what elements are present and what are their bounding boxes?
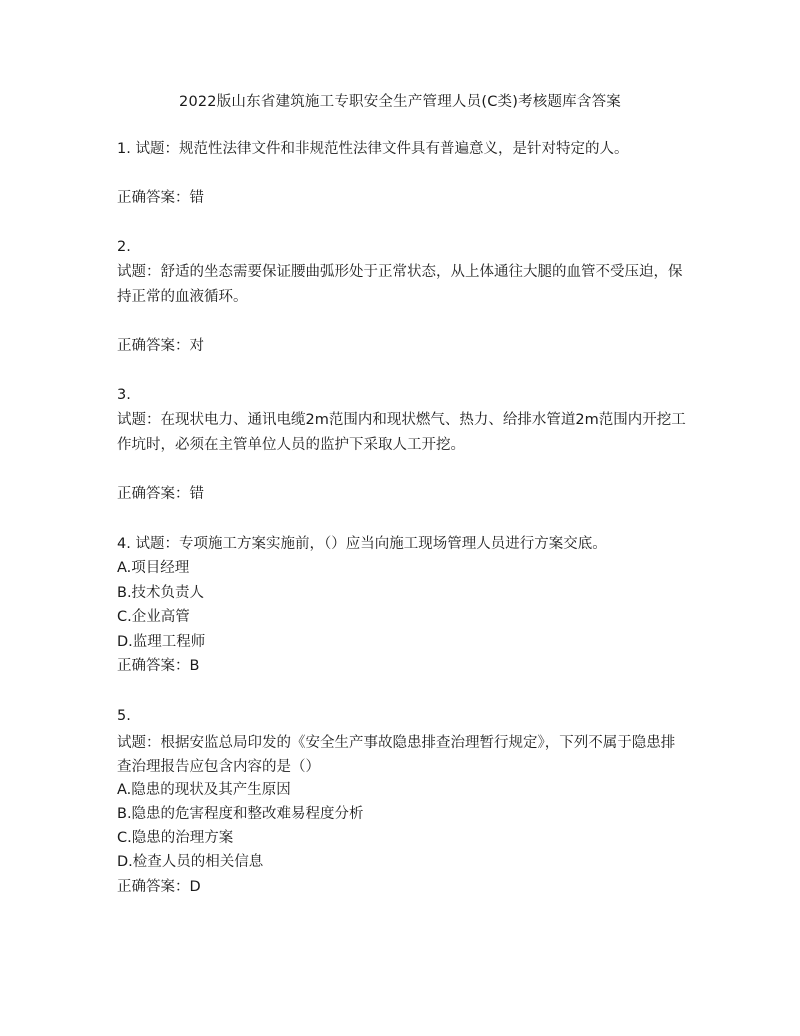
question-2-text-line1: 试题：舒适的坐态需要保证腰曲弧形处于正常状态，从上体通往大腿的血管不受压迫，保 [117, 264, 683, 280]
question-5-option-b: B.隐患的危害程度和整改难易程度分析 [117, 806, 364, 822]
question-4-text: 4. 试题：专项施工方案实施前，（）应当向施工现场管理人员进行方案交底。 [117, 536, 607, 552]
question-2-answer: 正确答案：对 [117, 338, 204, 354]
question-3-number: 3. [117, 387, 131, 403]
question-4-option-d: D.监理工程师 [117, 634, 206, 650]
question-1-answer: 正确答案：错 [117, 190, 204, 206]
question-5-option-d: D.检查人员的相关信息 [117, 854, 264, 870]
question-4-option-c: C.企业高管 [117, 609, 190, 625]
document-title: 2022版山东省建筑施工专职安全生产管理人员(C类)考核题库含答案 [179, 94, 621, 110]
question-2-number: 2. [117, 239, 131, 255]
question-5-answer: 正确答案：D [117, 879, 201, 895]
question-5-option-a: A.隐患的现状及其产生原因 [117, 782, 291, 798]
question-5-option-c: C.隐患的治理方案 [117, 830, 234, 846]
question-3-text-line2: 作坑时，必须在主管单位人员的监护下采取人工开挖。 [117, 437, 465, 453]
question-5-text-line2: 查治理报告应包含内容的是（） [117, 759, 320, 775]
question-4-option-b: B.技术负责人 [117, 585, 205, 601]
question-2-text-line2: 持正常的血液循环。 [117, 289, 248, 305]
question-4-answer: 正确答案：B [117, 658, 200, 674]
question-4-option-a: A.项目经理 [117, 560, 190, 576]
question-1-text: 1. 试题：规范性法律文件和非规范性法律文件具有普遍意义，是针对特定的人。 [117, 141, 629, 157]
question-3-answer: 正确答案：错 [117, 486, 204, 502]
question-3-text-line1: 试题：在现状电力、通讯电缆2m范围内和现状燃气、热力、给排水管道2m范围内开挖工 [117, 412, 686, 428]
question-5-number: 5. [117, 708, 131, 724]
question-5-text-line1: 试题：根据安监总局印发的《安全生产事故隐患排查治理暂行规定》，下列不属于隐患排 [117, 735, 676, 751]
